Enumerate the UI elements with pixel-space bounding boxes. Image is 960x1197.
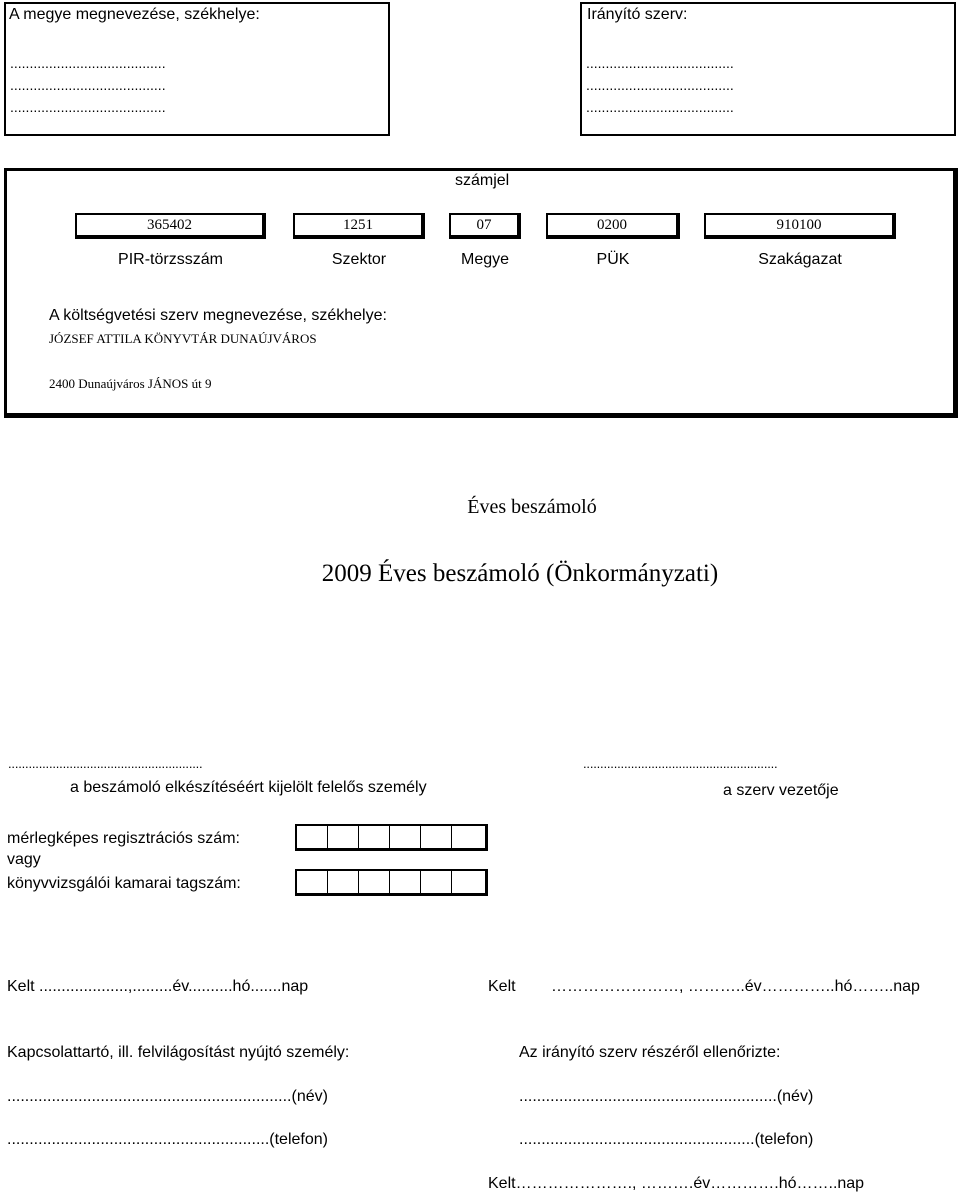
grid-cell[interactable] xyxy=(359,871,390,893)
grid-cell[interactable] xyxy=(390,826,421,848)
contact-left-title: Kapcsolattartó, ill. felvilágosítást nyújtó személy: xyxy=(7,1044,350,1061)
grid-cell[interactable] xyxy=(390,871,421,893)
registration-line-3: könyvvizsgálói kamarai tagszám: xyxy=(7,875,241,892)
grid-cell[interactable] xyxy=(421,826,452,848)
registration-number-grid[interactable] xyxy=(295,824,488,851)
report-title: Éves beszámoló xyxy=(467,496,597,518)
grid-cell[interactable] xyxy=(328,826,359,848)
bottom-date: Kelt…………………., ……….év………….hó……..nap xyxy=(488,1175,865,1192)
grid-cell[interactable] xyxy=(297,871,328,893)
org-address: 2400 Dunaújváros JÁNOS út 9 xyxy=(49,376,212,391)
contact-left-name: ................................................................(név) xyxy=(7,1088,328,1105)
org-name: JÓZSEF ATTILA KÖNYVTÁR DUNAÚJVÁROS xyxy=(49,331,317,346)
chamber-number-grid[interactable] xyxy=(295,869,488,896)
label-sector: Szektor xyxy=(331,251,387,268)
id-title: számjel xyxy=(455,172,510,189)
signature-left-label: a beszámoló elkészítéséért kijelölt felelős személy xyxy=(70,779,427,796)
supervisor-label: Irányító szerv: xyxy=(587,6,688,23)
contact-right-phone: .....................................................(telefon) xyxy=(519,1131,814,1148)
code-puk: 0200 xyxy=(546,213,680,239)
contact-left-phone: ...........................................................(telefon) xyxy=(7,1131,328,1148)
county-line-2: ........................................ xyxy=(10,77,166,93)
supervisor-line-3: ...................................... xyxy=(586,99,734,115)
supervisor-box xyxy=(580,2,956,136)
supervisor-line-2: ...................................... xyxy=(586,77,734,93)
date-right: ……………………, ………..év…………..hó……..nap xyxy=(551,978,920,995)
registration-line-2: vagy xyxy=(7,851,41,868)
grid-cell[interactable] xyxy=(452,826,483,848)
supervisor-line-1: ...................................... xyxy=(586,55,734,71)
signature-right-label: a szerv vezetője xyxy=(723,782,839,799)
grid-cell[interactable] xyxy=(359,826,390,848)
grid-cell[interactable] xyxy=(328,871,359,893)
report-subtitle: 2009 Éves beszámoló (Önkormányzati) xyxy=(321,560,719,587)
grid-cell[interactable] xyxy=(421,871,452,893)
org-label: A költségvetési szerv megnevezése, székhelye: xyxy=(49,307,387,324)
county-label: A megye megnevezése, székhelye: xyxy=(9,6,260,23)
label-county: Megye xyxy=(460,251,510,268)
code-sector: 1251 xyxy=(293,213,425,239)
code-pir: 365402 xyxy=(75,213,266,239)
grid-cell[interactable] xyxy=(297,826,328,848)
code-branch: 910100 xyxy=(704,213,896,239)
registration-line-1: mérlegképes regisztrációs szám: xyxy=(7,830,240,847)
date-right-kelt: Kelt xyxy=(488,978,516,995)
signature-right-dots: ......................................................... xyxy=(583,756,778,771)
code-county: 07 xyxy=(449,213,521,239)
county-line-1: ........................................ xyxy=(10,55,166,71)
label-pir: PIR-törzsszám xyxy=(118,251,223,268)
county-box xyxy=(4,2,390,136)
label-branch: Szakágazat xyxy=(758,251,842,268)
contact-right-name: ..........................................................(név) xyxy=(519,1088,814,1105)
grid-cell[interactable] xyxy=(452,871,483,893)
contact-right-title: Az irányító szerv részéről ellenőrizte: xyxy=(519,1044,781,1061)
date-left: Kelt ....................,.........év..........hó.......nap xyxy=(7,978,309,995)
signature-left-dots: ......................................................... xyxy=(8,756,203,771)
label-puk: PÜK xyxy=(596,251,630,268)
county-line-3: ........................................ xyxy=(10,99,166,115)
